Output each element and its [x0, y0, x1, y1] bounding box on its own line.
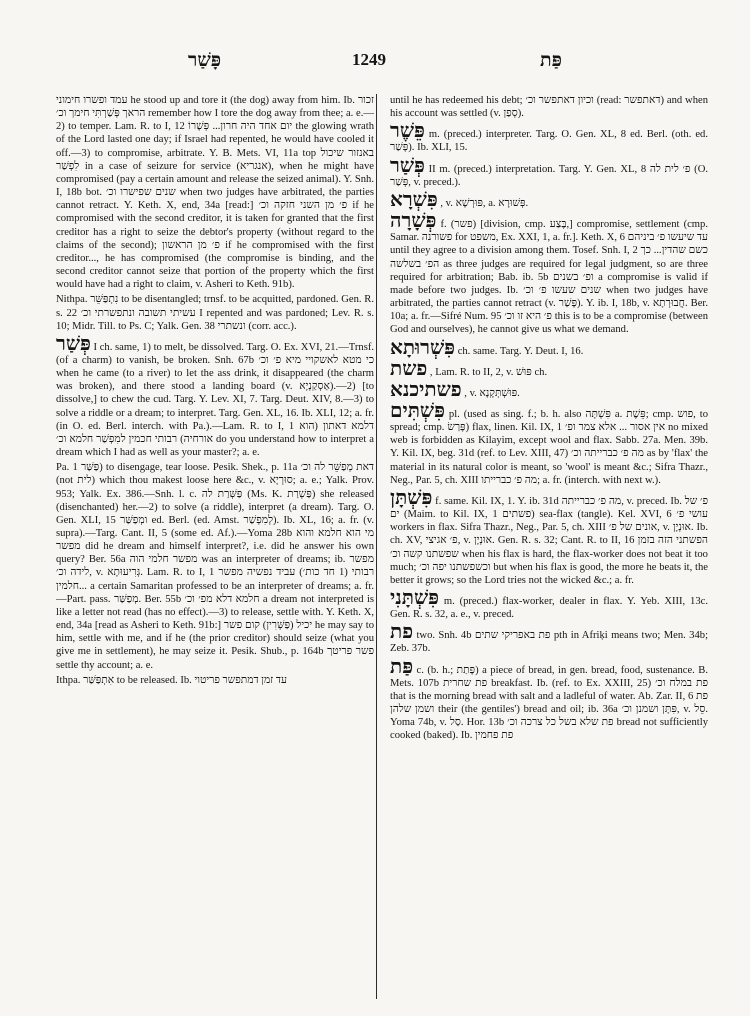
dictionary-entry: פִּשְׁתִּים pl. (used as sing. f.; b. h. also פִּשְׁתָּה a. פֵּשֶׁת; cmp. פוש, to spread; cmp. פָּרַשׂ) flax, linen. Kil. IX, 1 אין אסור ... אלא צמר ופ׳ no mixed web is forbidden as Kilayim, except wool and flax. Sabb. 27a. Men. 39b. Y. Kil. IX, beg. 31d (ref. to Lev. XIII, 47) מה פ׳ כברייתה וכ׳ as by 'flax' the material in its natural color is meant, so 'wool' is meant &c.; Sifra Thazr., Neg., Par. 5, ch. XIII מה פ׳ כברייתו; a. fr. (interch. with next w.). — [390, 399, 708, 486]
headword: פִּשְׁתִּים — [390, 399, 445, 422]
dictionary-entry: פשתיכנא , v. פּוּשְׁתְּקָנָא. — [390, 378, 520, 401]
paragraph: Pa. פַּשַּׁר 1) to disengage, tear loose. Pesik. Shek., p. 11a דאת מְפַשֵּׁר לה וכ׳ (not לית) which thou makest loose here &c., v. סוּרְיָא; a. e.; Yalk. Prov. 953; Yalk. Ex. 386.—Snh. l. c. פַּשְּׁרַת לה (Ms. K. פַּשְׁרַת) she released (disenchanted) her.—2) to solve (a riddle), interpret (a dream). Targ. O. Gen. XLI, 15 ומְפַשַּׁר ed. Berl. (ed. Amst. לְמִפְשַׁר). Ib. XL, 16; a. fr. (v. supra).—Targ. Cant. II, 5 (some ed. Af.).—Yoma 28b מי הוא חלמא והוא מפשר did he dream and himself interpret?, i.e. did he answer his own query? Ber. 56a מפשר חלמי הוה was an interpreter of dreams; ib. מפשר לידה וכ׳, v. גְּרִיעוּתָא. Lam. R. to I, 1 רבותי (1 חד כות׳) עביד נפשיה מפשר חלמין... a certain Samaritan professed to be an interpreter of dreams; a. fr.—Part. pass. מְפַשַּׁר. Ber. 55b חלמא דלא מפ׳ וכ׳ a dream not interpreted is like a letter not read (has no effect).—3) to release, settle with. Y. Keth. X, end, 34a [read as Asheri to Keth. 91b:] יכיל (פַּשְּׁרִין) קום פשר he may say to him, settle with me, and if he (the prior creditor) should seize (what you give me in settlement), he may seize it. Pesik. Shub., p. 164b פשר פריטך settle thy account; a. e. — [56, 462, 374, 671]
dictionary-entry: פְּשַׁר I ch. same, 1) to melt, be dissolved. Targ. O. Ex. XVI, 21.—Trnsf. (of a charm) to vanish, be broken. Snh. 67b כי מטא לאשקויי מיא פ׳ וכ׳ when he came (to a river) to let the ass drink, it disappeared (the charm was broken), and there stood a landing board (v. אַסְקַנְיָא).—2) [to dissolve,] to chew the cud. Targ. Y. Lev. XI, 7. Targ. Deut. XIV, 8.—3) to solve a riddle or a dream; to interpret. Targ. Gen. XL, 16. Ib. XLI, 12; a. fr. (in O. ed. Berl. interch. with Pa.).—Lam. R. to I, 1 דלמא דאתון (הוא אורחיה) רבותי חכמין למִפְשַׁר חלמא וכ׳ do you understand how to interpret a dream which I had as well as your master?; a. e. — [56, 332, 374, 459]
headword: פשתיכנא — [390, 378, 462, 401]
dictionary-entry: פשת , Lam. R. to II, 2, v. פּוּשׁ ch. — [390, 357, 548, 380]
headword: פשת — [390, 357, 428, 380]
running-head-right: פַּת — [540, 50, 562, 71]
dictionary-entry: פְּשַׁר II m. (preced.) interpretation. Targ. Y. Gen. XL, 8 פ׳ לית לה (O. פְּשַׁר, v. preced.). — [390, 154, 708, 188]
paragraph: Ithpa. אִתְפַּשַּׁר to be released. Ib. עד זמן דמתפשר פריטוי — [56, 674, 287, 686]
headword: פִּשְׁתָּן — [390, 486, 433, 509]
dictionary-entry: פַּת c. (b. h.; פָּתַת) a piece of bread, in gen. bread, food, sustenance. B. Mets. 107b פת שחרית breakfast. Ib. (ref. to Ex. XXIII, 25) פת במלח וכ׳ that is the morning bread with salt and a ladleful of water. Ab. Zar. II, 6 פת ושמן שלהן their (the gentiles') bread and oil; ib. 36a פִּתָּן ושמנן וכ׳, v. סֵל. Yoma 74b, v. סַל. Hor. 13b פת שלא בשל כל צרכה וכ׳ bread not sufficiently cooked (baked). Ib. פת פחמין — [390, 655, 708, 742]
headword: פת — [390, 621, 414, 644]
headword: פְּשָׁרָה — [390, 210, 437, 233]
left-column — [56, 94, 374, 999]
headword: פְּשַׁר — [390, 154, 425, 177]
dictionary-entry: פִּשְׁרָא , v. פּוּרְשָׁא, a. פְּשׁוּרָא. — [390, 188, 529, 211]
headword: פִּשְׁרָא — [390, 188, 438, 211]
right-column — [390, 94, 708, 999]
paragraph: Nithpa. נִתְפַּשֵּׁר to be disentangled; trnsf. to be acquitted, pardoned. Gen. R. s. 22 עשיתי תשובה ונתפשרתי וכ׳ I repented and was pardoned; Lev. R. s. 10; Midr. Till. to Ps. C; Yalk. Gen. 38 ונשתרי (corr. acc.). — [56, 294, 374, 332]
headword: פְּשַׁר — [56, 332, 91, 355]
headword: פִּשְׁתָּנִי — [390, 587, 439, 609]
dictionary-entry: פְּשָׁרָה f. (פשר) [division, cmp. בֶּצַע,] compromise, settlement (cmp. Samar. פשורנה for משפט, Ex. XXI, 1, a. fr.]. Keth. X, 6 עד שיעשו פ׳ ביניהם until they agree to a division among them. Tosef. Snh. I, 2 כשם שהדין... כך הפ׳ בשלשה as three judges are required for legal judgment, so are three required for arbitration; Bab. ib. 5b ופ׳ בשנים a compromise is valid if made before two judges. Ib. שנים שעשו פ׳ וכ׳ when two judges have arbitrated, the parties cannot retract (v. פָּשַׁר). Y. ib. I, 18b, v. חֲבוּרְתָא. Ber. 10a; a. fr.—Sifré Num. 95 פ׳ היא זו וכ׳ this is to be a compromise (between God and ourselves), he cannot give us what we demand. — [390, 210, 708, 336]
dictionary-entry: פֵּשֶׁר m. (preced.) interpreter. Targ. O. Gen. XL, 8 ed. Berl. (oth. ed. פָּשַׁר). Ib. XLI, 15. — [390, 120, 708, 154]
paragraph: until he has redeemed his debt; וכיון דאתפשר וכ׳ (read: דאתפשר) and when his account was settled (v. סְפַן). — [390, 95, 708, 120]
dictionary-entry: פִּשְׁתָּנִי m. (preced.) flax-worker, dealer in flax. Y. Yeb. XIII, 13c. Gen. R. s. 32, a. e., v. preced. — [390, 587, 708, 621]
dictionary-entry: פת two. Snh. 4b פת באפריקי שתים pth in Afriķi means two; Men. 34b; Zeb. 37b. — [390, 621, 708, 655]
column-divider — [376, 94, 377, 999]
page-number: 1249 — [352, 50, 386, 69]
running-head-left: פָּשַׁר — [188, 50, 222, 71]
headword: פַּת — [390, 655, 414, 678]
headword: פִּשְׁרוּתָא — [390, 336, 456, 359]
paragraph: עמד ופשרו חימוני he stood up and tore it (the dog) away from him. Ib. זכור הראך פְּשַׁרְתִּי חימך וכ׳ remember how I tore the dog away from thee; a. e.—2) to temper. Lam. R. to I, 12 יום אחד היה חרון... פְּשָׁרוֹ the glowing wrath of the Lord lasted one day; if Israel had repented, he would have cooled it off.—3) to compromise, arbitrate. Y. B. Mets. VI, 11a top באנזור שיכול לִפְשַׁר in a case of seizure for service (אנגריא), when he might have compromised (pay a certain amount and release the seized animal). Y. Snh. I, 18b bot. שנים שפישרו וכ׳ when two judges have arbitrated, the parties cannot retract. Y. Keth. X, end, 34a [read:] פ׳ מן השני חזקה וכ׳ if he compromised with the second creditor, it is taken for granted that the first creditor has a right to seize the debtor's property (without regard to the claims of the second); פ׳ מן הראשון if he compromised with the first creditor..., he has compromised (the compromise is binding, and the second creditor cannot seize that portion of the property which the first would have had a right to claim, v. Asheri to Keth. 91b). — [56, 95, 374, 291]
headword: פֵּשֶׁר — [390, 120, 425, 143]
dictionary-entry: פִּשְׁרוּתָא ch. same. Targ. Y. Deut. I, 16. — [390, 336, 584, 359]
dictionary-entry: פִּשְׁתָּן f. same. Kil. IX, 1. Y. ib. 31d מה פ׳ כברייתה, v. preced. Ib. פ׳ של ים (Maim. to Kil. IX, 1 פשתים) sea-flax (tangle). Kel. XVI, 6 עושי פ׳ workers in flax. Sifra Thazr., Neg., Par. 5, ch. XIII אונים של פ׳, v. אוּנְיָן. Ib. ch. XV, פ׳ אגיצי, v. אוּנְיָן. Gen. R. s. 32; Cant. R. to II, 16 הפשתני הזה בזמן שפשתנו קשה וכ׳ when his flax is hard, the flax-worker does not beat it too much; וכשפשתנו יפה וכ׳ but when his flax is good, the more he beats it, the better it grows; so the Lord tries not the wicked &c.; a. fr. — [390, 486, 708, 586]
